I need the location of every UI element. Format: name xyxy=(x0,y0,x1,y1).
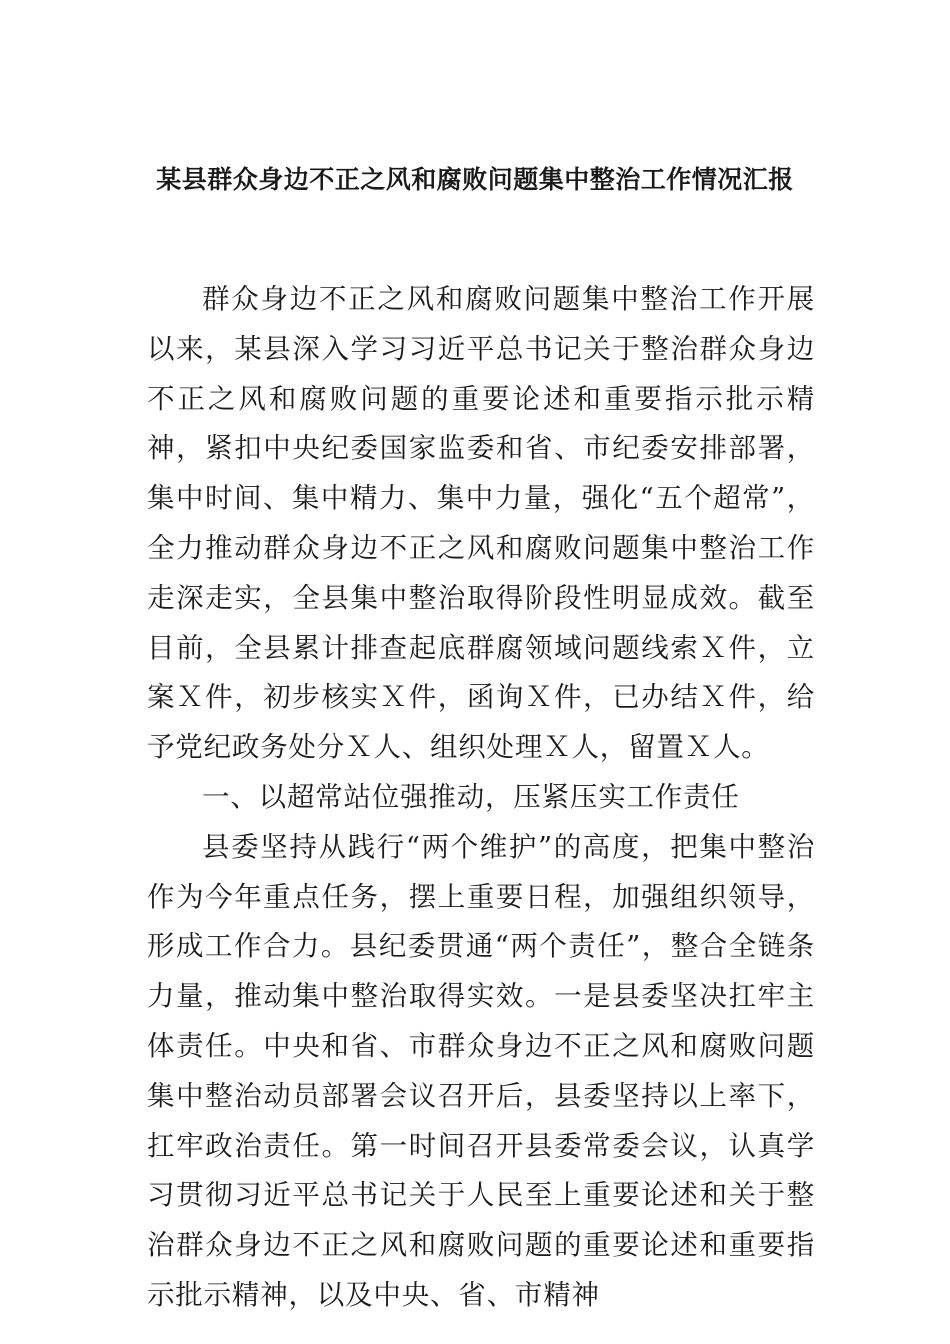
document-title: 某县群众身边不正之风和腐败问题集中整治工作情况汇报 xyxy=(156,165,794,194)
intro-paragraph: 群众身边不正之风和腐败问题集中整治工作开展以来，某县深入学习习近平总书记关于整治群众身边不正之风和腐败问题的重要论述和重要指示批示精神，紧扣中央纪委国家监委和省、市纪委安排部署，集中时间、集中精力、集中力量，强化“五个超常”，全力推动群众身边不正之风和腐败问题集中整治工作走深走实，全县集中整治取得阶段性明显成效。截至目前，全县累计排查起底群腐领域问题线索Ｘ件，立案Ｘ件，初步核实Ｘ件，函询Ｘ件，已办结Ｘ件，给予党纪政务处分Ｘ人、组织处理Ｘ人，留置Ｘ人。 xyxy=(147,283,815,764)
section-1-paragraph: 县委坚持从践行“两个维护”的高度，把集中整治作为今年重点任务，摆上重要日程，加强组织领导，形成工作合力。县纪委贯通“两个责任”，整合全链条力量，推动集中整治取得实效。一是县委坚决扛牢主体责任。中央和省、市群众身边不正之风和腐败问题集中整治动员部署会议召开后，县委坚持以上率下，扛牢政治责任。第一时间召开县委常委会议，认真学习贯彻习近平总书记关于人民至上重要论述和关于整治群众身边不正之风和腐败问题的重要论述和重要指示批示精神，以及中央、省、市精神 xyxy=(147,830,815,1311)
section-heading-1: 一、以超常站位强推动，压紧压实工作责任 xyxy=(202,780,740,813)
document-body xyxy=(147,275,815,1321)
